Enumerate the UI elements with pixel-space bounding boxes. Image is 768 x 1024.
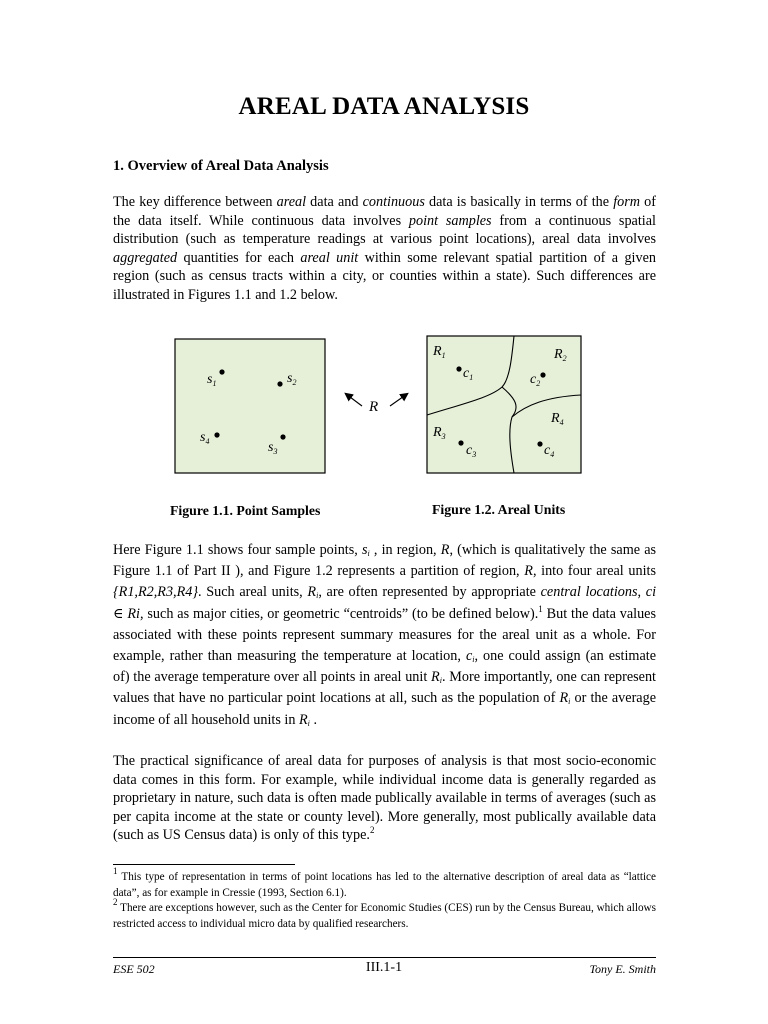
text-run: , such as major cities, or geometric “centroids” (to be defined below).: [139, 605, 539, 622]
text-run: . Such areal units,: [198, 584, 308, 601]
emphasis-point-samples: point samples: [408, 212, 492, 229]
centroid-point: [458, 440, 463, 445]
text-run: quantities for each: [177, 249, 301, 266]
text-run: or the average income of all household units in: [113, 690, 656, 728]
centroid-label-c2: $c_2$: [530, 372, 541, 388]
math-ri: $R_i$: [431, 669, 442, 686]
sample-point: [277, 381, 282, 386]
emphasis-form: form: [613, 194, 641, 210]
region-label-r3: $R_3$: [433, 425, 446, 441]
paragraph-figures: [113, 540, 656, 731]
region-label-r1: $R_1$: [433, 344, 446, 360]
figure-areal-units: [426, 335, 582, 474]
math-ri: $R_i$: [559, 690, 571, 707]
text-run: Here Figure 1.1 shows four sample points,: [113, 542, 362, 558]
centroid-label-c4: $c_4$: [544, 443, 555, 459]
centroid-point: [540, 372, 545, 377]
text-run: from a continuous spatial distribution (such as temperature readings at various point locations), areal data involves: [113, 212, 656, 248]
centroid-label-c3: $c_3$: [466, 443, 477, 459]
point-label-s3: $s_3$: [268, 440, 278, 456]
footnotes: [113, 866, 656, 932]
sample-point: [219, 369, 224, 374]
arrow-label-r: R: [369, 399, 379, 415]
centroid-point: [537, 441, 542, 446]
emphasis-aggregated: aggregated: [113, 249, 178, 266]
figure-caption-2: Figure 1.2. Areal Units: [432, 502, 566, 517]
text-run: , into four areal units: [532, 563, 657, 580]
page-number: III.1-1: [365, 960, 403, 975]
figure-region-box: [175, 339, 325, 473]
point-label-s1: $s_1$: [207, 372, 217, 388]
math-ci: $c_i$: [465, 648, 475, 665]
math-ci-in-ri: ci ∈ Ri: [113, 584, 657, 622]
region-label-r4: $R_4$: [551, 411, 564, 427]
region-arrows: [338, 386, 414, 422]
centroid-label-c1: $c_1$: [463, 366, 474, 382]
text-run: of the data itself. While continuous data involves: [113, 194, 656, 229]
sample-point: [214, 432, 219, 437]
emphasis-areal-unit: areal unit: [300, 249, 359, 266]
arrow-left-icon: [346, 394, 362, 406]
text-run: ,: [637, 584, 646, 601]
arrow-right-icon: [390, 394, 407, 406]
text-run: , in region,: [369, 542, 441, 558]
text-run: , are often represented by appropriate: [318, 584, 541, 601]
paragraph-significance: [113, 752, 656, 845]
footnote-text: There are exceptions however, such as the Center for Economic Studies (CES) run by the Census Bureau, which allows restricted access to individual micro data by qualified researchers.: [113, 902, 656, 930]
text-run: But the data values associated with these points represent summary measures for the areal unit as a whole. For example, rather than measuring the temperature at location,: [113, 605, 656, 665]
text-run: .: [309, 711, 317, 728]
footnote-2: [113, 897, 656, 932]
math-r: R: [524, 563, 533, 580]
footnote-1: [113, 866, 656, 901]
text-run: The practical significance of areal data for purposes of analysis is that most socio-economic data comes in this form. For example, while individual income data is generally regarded as proprietary in nature, such data is often made publically available in terms of averages (such as per capita income at the state or county level). More generally, most publically available data (such as US Census data) is only of this type.: [113, 753, 656, 844]
centroid-point: [456, 366, 461, 371]
point-label-s4: $s_4$: [200, 430, 210, 446]
text-run: The key difference between: [113, 194, 277, 210]
paragraph-intro: [113, 193, 656, 305]
text-run: within some relevant spatial partition of a given region (such as census tracts within a city, or counties within a state). Such differences are illustrated in Figures 1.1 and 1.2 below.: [113, 249, 656, 303]
math-ri: $R_i$: [307, 584, 319, 601]
footnote-mark: 2: [113, 897, 118, 907]
point-label-s2: $s_2$: [287, 371, 297, 387]
footer-divider: [113, 957, 656, 958]
math-region-set: {R1,R2,R3,R4}: [113, 584, 199, 601]
text-run: , (which is qualitatively the same as Figure 1.1 of Part II ), and Figure 1.2 represents a partition of region,: [113, 542, 657, 580]
footnote-divider: [113, 864, 295, 865]
text-run: , one could assign (an estimate of) the average temperature over all points in areal unit: [113, 648, 656, 686]
footer-author: Tony E. Smith: [589, 962, 656, 976]
footnote-text: This type of representation in terms of point locations has led to the alternative description of areal data as “lattice data”, as for example in Cressie (1993, Section 6.1).: [113, 871, 656, 899]
text-run: . More importantly, one can represent values that have no particular point locations at all, such as the population of: [113, 669, 657, 707]
footnote-mark: 1: [113, 866, 118, 876]
emphasis-continuous: continuous: [362, 194, 425, 210]
figure-caption-1: Figure 1.1. Point Samples: [170, 503, 321, 518]
region-label-r2: $R_2$: [554, 347, 567, 363]
footnote-ref-2[interactable]: 2: [369, 825, 375, 836]
text-run: data is basically in terms of the: [424, 194, 614, 210]
emphasis-central-locations: central locations: [540, 584, 638, 601]
emphasis-areal: areal: [276, 194, 307, 210]
sample-point: [280, 434, 285, 439]
section-heading: 1. Overview of Areal Data Analysis: [113, 158, 329, 174]
math-r: R: [440, 542, 450, 558]
footnote-ref-1[interactable]: 1: [538, 603, 543, 614]
figure-point-samples: [174, 338, 326, 474]
footer-course: ESE 502: [113, 962, 155, 976]
page-title: AREAL DATA ANALYSIS: [238, 93, 530, 120]
text-run: data and: [306, 194, 363, 210]
math-ri: $R_i$: [299, 711, 310, 728]
math-si: $s_i$: [361, 542, 370, 558]
